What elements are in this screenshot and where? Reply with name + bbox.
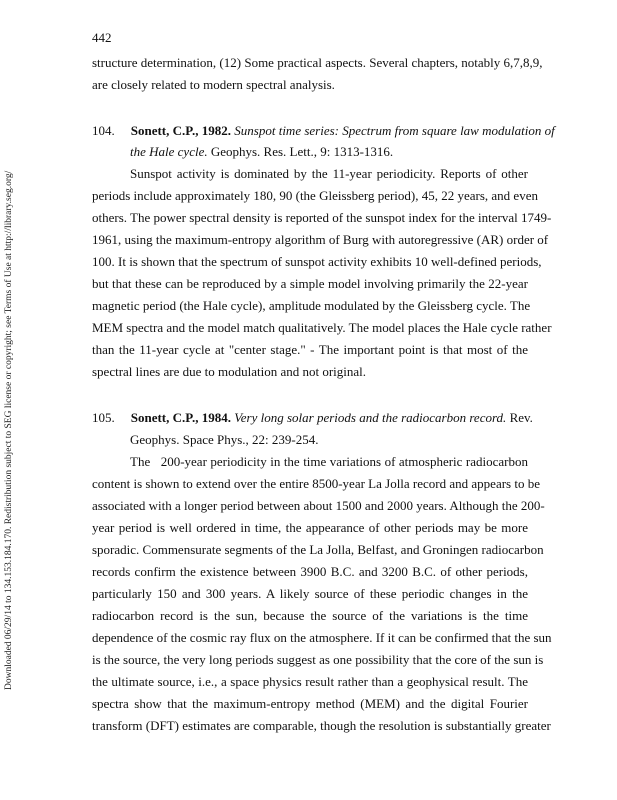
entry-104-body-line: but that these can be reproduced by a simple model involving primarily the 22-year xyxy=(92,276,528,291)
entry-105-body-line: transform (DFT) estimates are comparable, though the resolution is substantially greater xyxy=(92,718,551,733)
entry-author: Sonett, C.P., 1984. xyxy=(130,410,232,425)
entry-104-body-line: spectral lines are due to modulation and not original. xyxy=(92,364,367,379)
entry-105-heading-cont: Geophys. Space Phys., 22: 239-254. xyxy=(130,432,319,447)
entry-104-body-line: 1961, using the maximum-entropy algorithm of Burg with autoregressive (AR) order of xyxy=(92,232,549,247)
entry-105-body-line: dependence of the cosmic ray flux on the atmosphere. If it can be confirmed that the sun xyxy=(92,630,552,645)
entry-104-body-line: others. The power spectral density is reported of the sunspot index for the interval 1749- xyxy=(92,210,552,225)
entry-104-body-line: periods include approximately 180, 90 (the Gleissberg period), 45, 22 years, and even xyxy=(92,188,538,203)
entry-105-body-line: the ultimate source, i.e., a space physics result rather than a geophysical result. The xyxy=(92,674,528,689)
entry-105-body-line: year period is well ordered in time, the appearance of other periods may be more xyxy=(92,520,528,535)
entry-105-body-line: spectra show that the maximum-entropy method (MEM) and the digital Fourier xyxy=(92,696,528,711)
entry-105-body-line: associated with a longer period between about 1500 and 2000 years. Although the 200- xyxy=(92,498,545,513)
entry-105-body-line: records confirm the existence between 3900 B.C. and 3200 B.C. of other periods, xyxy=(92,564,528,579)
entry-104-body-line: MEM spectra and the model match qualitatively. The model places the Hale cycle rather xyxy=(92,320,552,335)
entry-105-body-line: radiocarbon record is the sun, because the source of the variations is the time xyxy=(92,608,528,623)
entry-104-heading-cont xyxy=(130,144,528,160)
entry-105-body-line: sporadic. Commensurate segments of the La Jolla, Belfast, and Groningen radiocarbon xyxy=(92,542,544,557)
entry-105-body-line: content is shown to extend over the entire 8500-year La Jolla record and appears to be xyxy=(92,476,540,491)
entry-105-heading xyxy=(92,410,533,426)
entry-title: Sunspot time series: Spectrum from square law modulation of xyxy=(234,123,555,138)
download-notice: Downloaded 06/29/14 to 134.153.184.170. Redistribution subject to SEG license or copyright; see Terms of Use at http://library.seg.org/ xyxy=(4,170,14,690)
entry-title-cont: the Hale cycle. xyxy=(130,144,208,159)
intro-line-2: are closely related to modern spectral analysis. xyxy=(92,77,335,92)
entry-citation: Rev. xyxy=(509,410,533,425)
entry-105-body-line: is the source, the very long periods suggest as one possibility that the core of the sun is xyxy=(92,652,544,667)
entry-title: Very long solar periods and the radiocarbon record. xyxy=(234,410,507,425)
entry-number: 104. xyxy=(92,123,115,138)
entry-number: 105. xyxy=(92,410,115,425)
entry-author: Sonett, C.P., 1982. xyxy=(130,123,232,138)
entry-104-body-line: than the 11-year cycle at "center stage." - The important point is that most of the xyxy=(92,342,528,357)
page-number: 442 xyxy=(92,30,112,45)
intro-line-1: structure determination, (12) Some practical aspects. Several chapters, notably 6,7,8,9, xyxy=(92,55,543,70)
entry-citation: Geophys. Res. Lett., 9: 1313-1316. xyxy=(210,144,394,159)
entry-105-body-line: particularly 150 and 300 years. A likely source of these periodic changes in the xyxy=(92,586,528,601)
entry-104-body-line: 100. It is shown that the spectrum of sunspot activity exhibits 10 well-defined periods, xyxy=(92,254,542,269)
entry-105-body-line: The 200-year periodicity in the time variations of atmospheric radiocarbon xyxy=(130,454,528,469)
entry-104-body-line: Sunspot activity is dominated by the 11-year periodicity. Reports of other xyxy=(130,166,528,181)
entry-104-heading xyxy=(92,123,555,139)
entry-104-body-line: magnetic period (the Hale cycle), amplitude modulated by the Gleissberg cycle. The xyxy=(92,298,531,313)
